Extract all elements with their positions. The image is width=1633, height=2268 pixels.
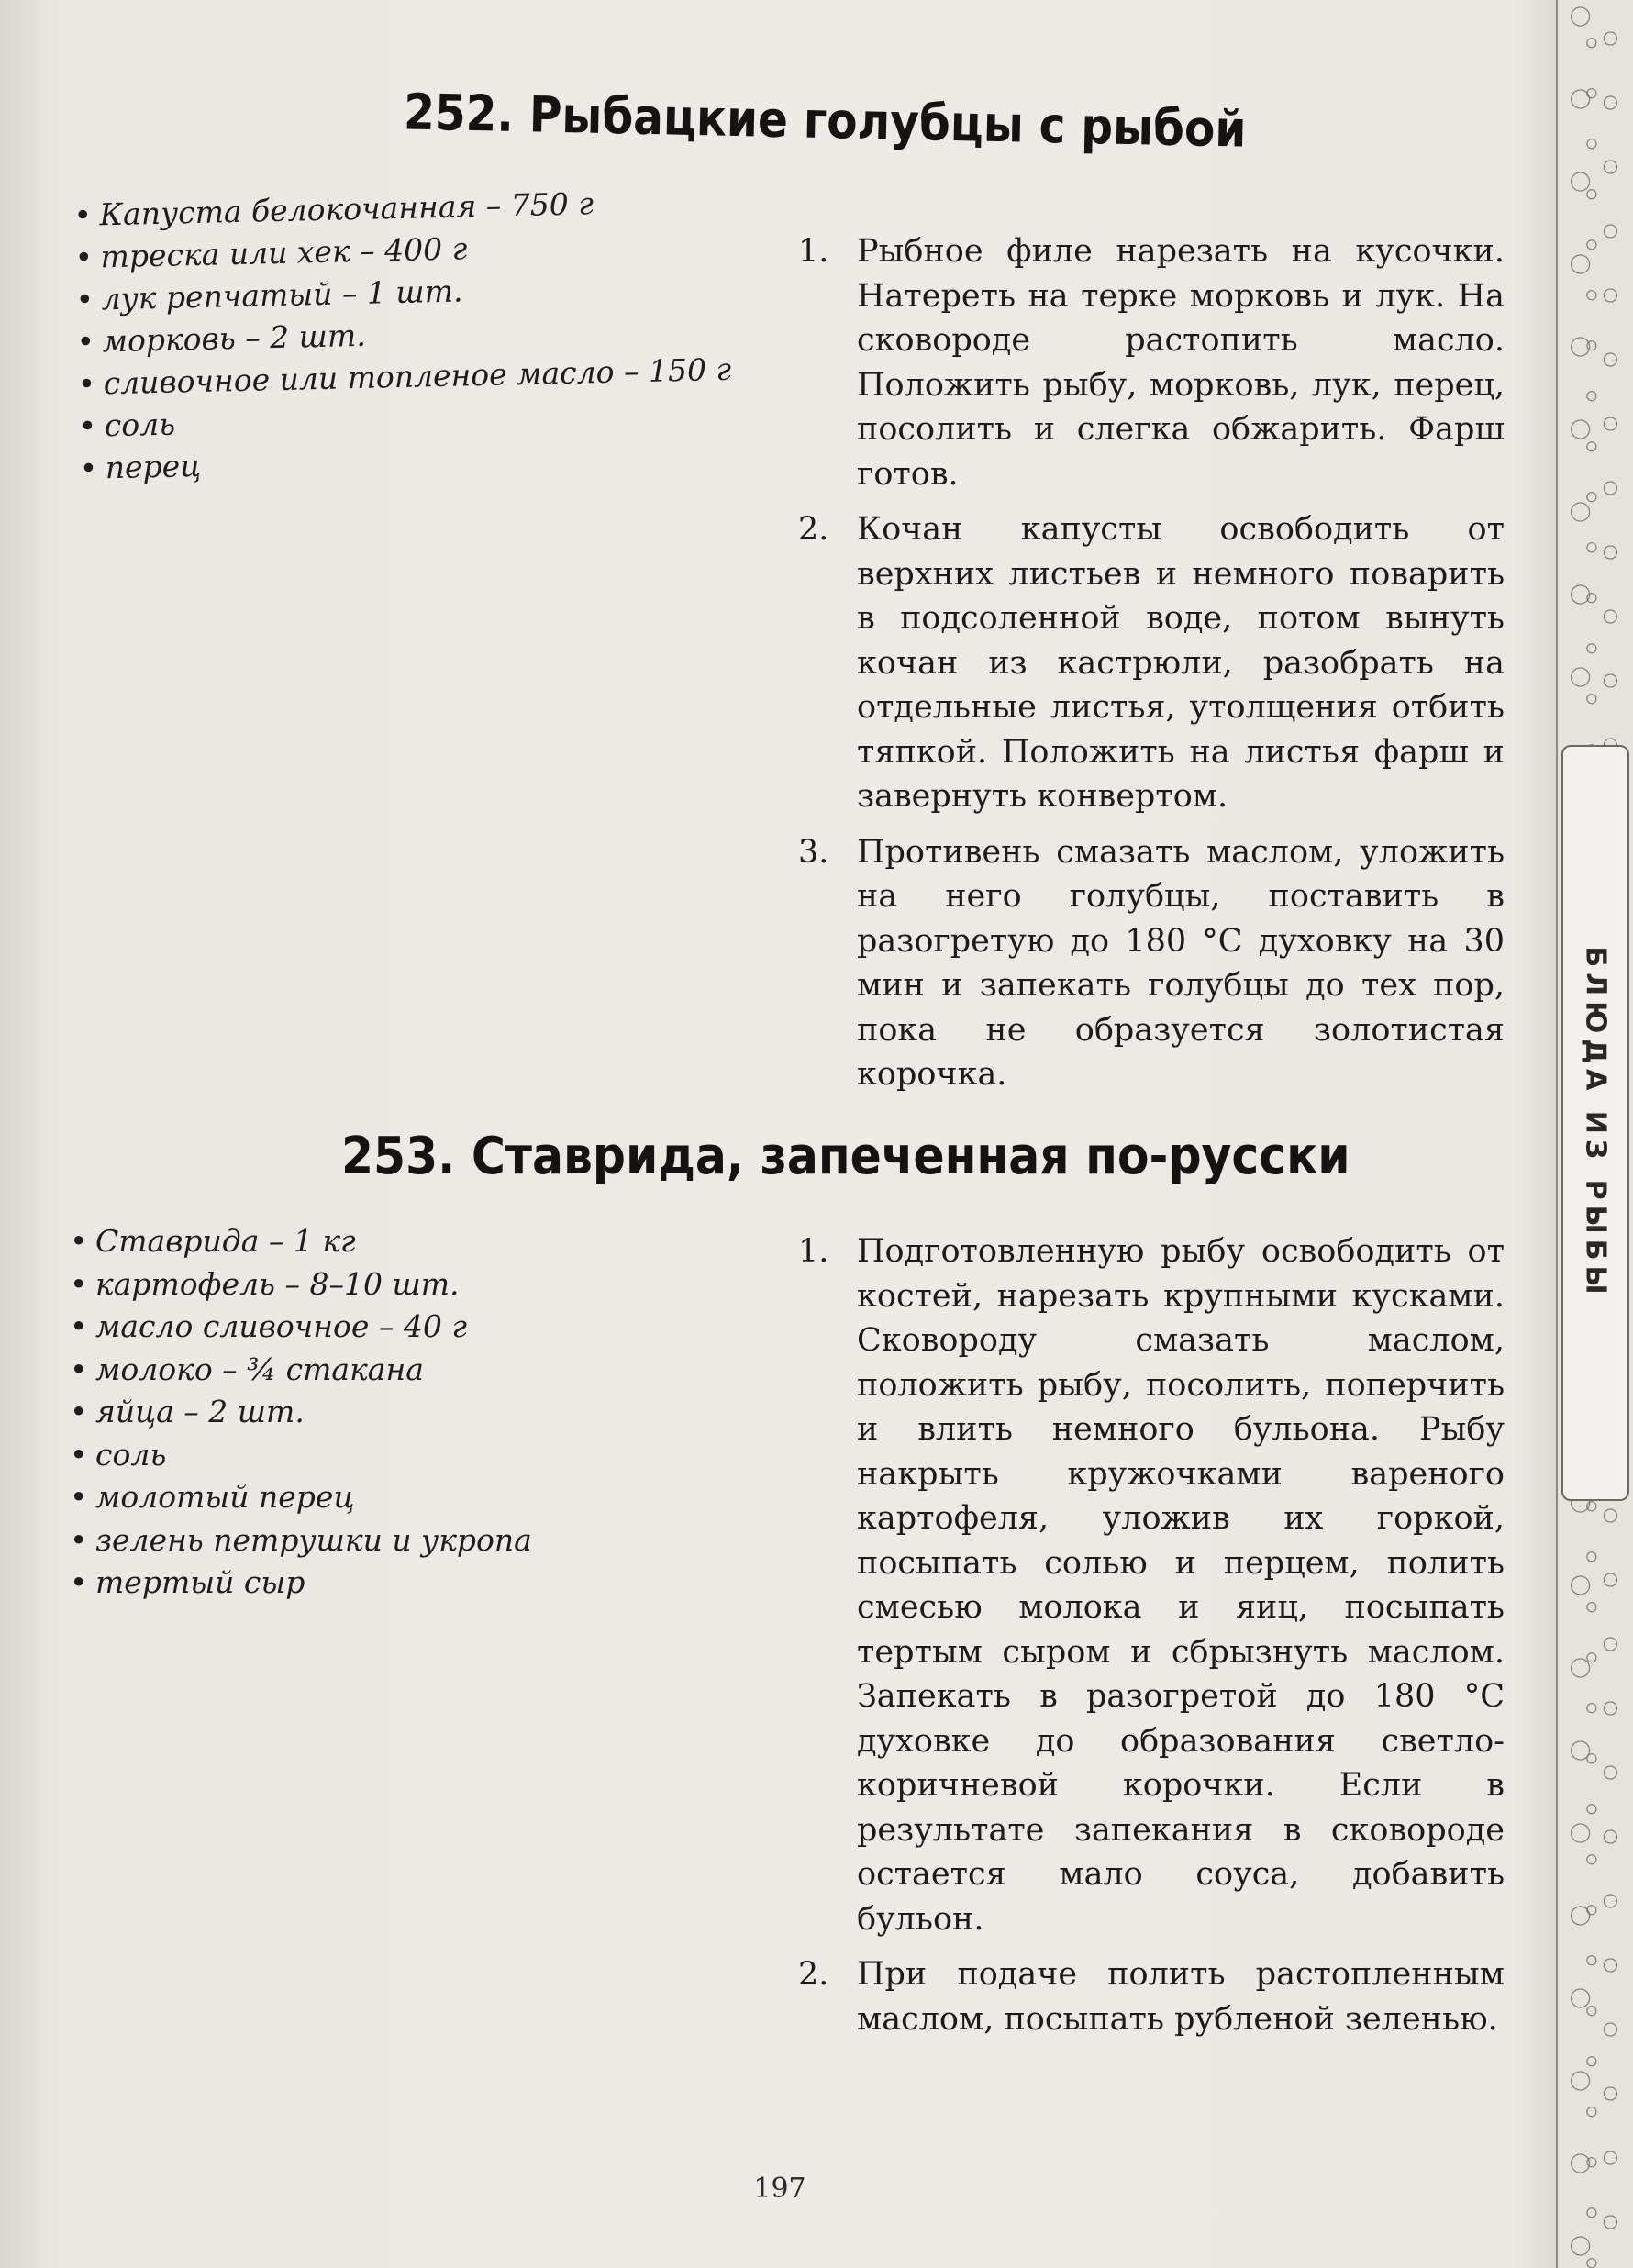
ingredient-item: • тертый сыр bbox=[70, 1562, 532, 1605]
ingredient-item: • морковь – 2 шт. bbox=[76, 306, 730, 363]
ingredient-item: • Капуста белокочанная – 750 г bbox=[73, 180, 728, 237]
ingredient-item: • яйца – 2 шт. bbox=[70, 1391, 532, 1434]
step-number: 3. bbox=[798, 833, 829, 871]
ingredient-item: • соль bbox=[78, 391, 732, 448]
ingredient-item: • соль bbox=[70, 1434, 532, 1477]
step-item bbox=[798, 229, 1505, 496]
ingredient-item: • перец bbox=[79, 433, 733, 490]
ingredient-item: • молотый перец bbox=[70, 1476, 532, 1519]
step-item bbox=[798, 830, 1505, 1097]
step-text: Рыбное филе нарезать на кусочки. Натереть на терке морковь и лук. На сковороде растопить масло. Положить рыбу, морковь, лук, перец, посолить и слегка обжарить. Фарш готов. bbox=[857, 233, 1505, 493]
recipe-title: 253. Ставрида, запеченная по-русски bbox=[341, 1127, 1350, 1186]
chapter-side-tab bbox=[1561, 745, 1629, 1501]
step-item bbox=[798, 1229, 1505, 1941]
chapter-side-tab-label: БЛЮДА ИЗ РЫБЫ bbox=[1579, 946, 1612, 1300]
step-number: 1. bbox=[798, 1233, 829, 1270]
ingredient-item: • масло сливочное – 40 г bbox=[70, 1306, 532, 1349]
ingredient-item: • Ставрида – 1 кг bbox=[70, 1220, 532, 1263]
ingredient-list bbox=[73, 180, 734, 490]
step-list bbox=[798, 229, 1505, 1108]
ingredient-item: • треска или хек – 400 г bbox=[74, 222, 728, 279]
step-list bbox=[798, 1229, 1505, 2052]
ingredient-item: • лук репчатый – 1 шт. bbox=[75, 264, 729, 321]
ingredient-item: • картофель – 8–10 шт. bbox=[70, 1263, 532, 1306]
ingredient-item: • зелень петрушки и укропа bbox=[70, 1519, 532, 1562]
step-number: 2. bbox=[798, 1956, 829, 1993]
step-text: Кочан капусты освободить от верхних листьев и немного поварить в подсоленной воде, потом вынуть кочан из кастрюли, разобрать на отдельные листья, утолщения отбить тяпкой. Положить на листья фарш и завернуть конвертом. bbox=[857, 511, 1505, 815]
step-item bbox=[798, 507, 1505, 819]
step-number: 1. bbox=[798, 233, 829, 270]
step-text: Подготовленную рыбу освободить от костей, нарезать крупными кусками. Сковороду смазать маслом, положить рыбу, посолить, поперчить и влить немного бульона. Рыбу накрыть кружочками вареного картофеля, уложив их горкой, посыпать солью и перцем, полить смесью молока и яиц, посыпать тертым сыром и сбрызнуть маслом. Запекать в разогретой до 180 °С духовке до образования светло-коричневой корочки. Если в результате запекания в сковороде остается мало соуса, добавить бульон. bbox=[857, 1233, 1505, 1938]
step-item bbox=[798, 1952, 1505, 2041]
page-number: 197 bbox=[753, 2173, 806, 2205]
recipe-title: 252. Рыбацкие голубцы с рыбой bbox=[403, 83, 1248, 159]
step-number: 2. bbox=[798, 511, 829, 548]
ingredient-item: • молоко – ¾ стакана bbox=[70, 1349, 532, 1392]
ingredient-list bbox=[70, 1220, 532, 1605]
ingredient-item: • сливочное или топленое масло – 150 г bbox=[77, 349, 731, 406]
step-text: Противень смазать маслом, уложить на него голубцы, поставить в разогретую до 180 °С духовку на 30 мин и запекать голубцы до тех пор, пока не образуется золотистая корочка. bbox=[857, 833, 1505, 1093]
step-text: При подаче полить растопленным маслом, посыпать рубленой зеленью. bbox=[857, 1956, 1505, 2038]
